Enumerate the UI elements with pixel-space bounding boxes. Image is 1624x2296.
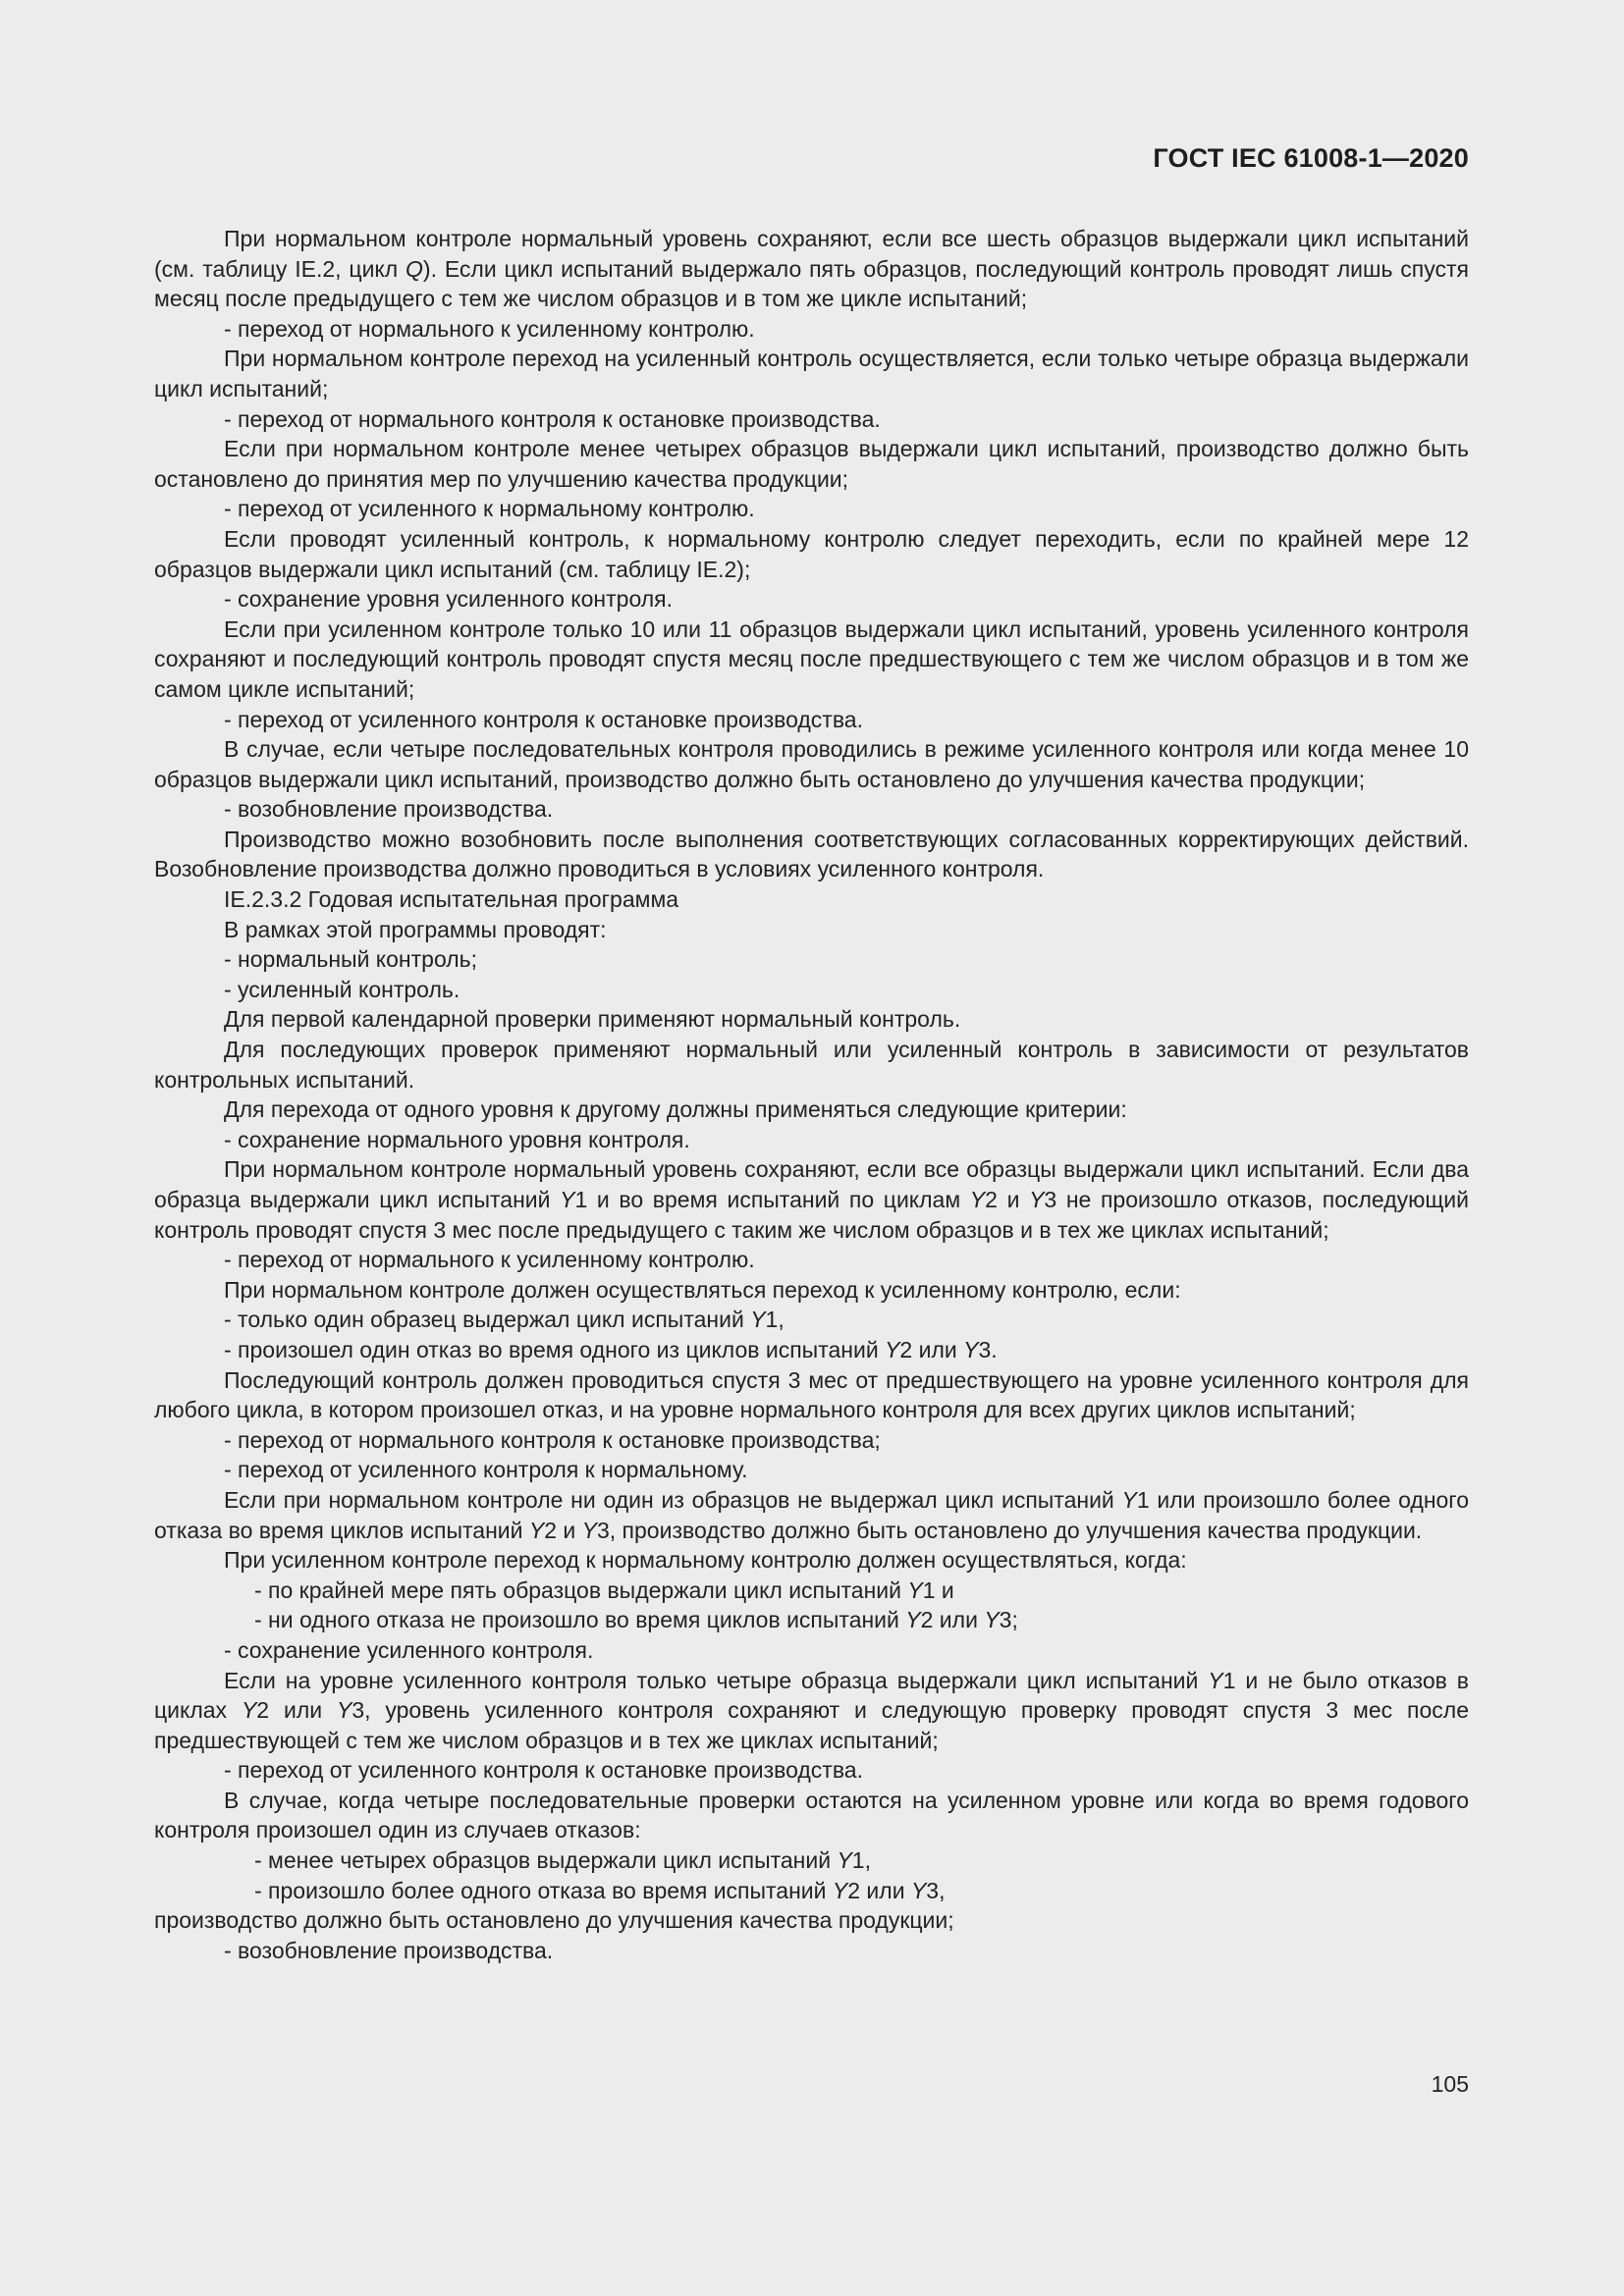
paragraph: При нормальном контроле нормальный уровень сохраняют, если все образцы выдержали цикл испытаний. Если два образца выдержали цикл испытаний Y1 и во время испытаний по циклам Y2 и Y3 не произошло отказов, последующий контроль проводят спустя 3 мес после предыдущего с таким же числом образцов и в тех же циклах испытаний; bbox=[154, 1156, 1469, 1243]
list-item: - сохранение уровня усиленного контроля. bbox=[224, 586, 673, 613]
paragraph: При нормальном контроле должен осуществляться переход к усиленному контролю, если: bbox=[224, 1276, 1181, 1303]
paragraph: Если проводят усиленный контроль, к нормальному контролю следует переходить, если по крайней мере 12 образцов выдержали цикл испытаний (см. таблицу IE.2); bbox=[154, 525, 1469, 582]
list-item: - сохранение усиленного контроля. bbox=[224, 1636, 594, 1663]
list-item: - только один образец выдержал цикл испытаний Y1, bbox=[224, 1307, 785, 1333]
list-item: - по крайней мере пять образцов выдержали цикл испытаний Y1 и bbox=[254, 1576, 954, 1603]
paragraph: Если на уровне усиленного контроля только четыре образца выдержали цикл испытаний Y1 и не было отказов в циклах Y2 или Y3, уровень усиленного контроля сохраняют и следующую проверку проводят спустя 3 мес после предшествующей с тем же числом образцов и в тех же циклах испытаний; bbox=[154, 1667, 1469, 1753]
paragraph: При усиленном контроле переход к нормальному контролю должен осуществляться, когда: bbox=[224, 1547, 1187, 1574]
list-item: - переход от усиленного контроля к остановке производства. bbox=[224, 1757, 863, 1784]
document-header: ГОСТ IEC 61008-1—2020 bbox=[1153, 143, 1469, 173]
list-item: - переход от нормального к усиленному контролю. bbox=[224, 1247, 755, 1273]
paragraph: Последующий контроль должен проводиться спустя 3 мес от предшествующего на уровне усиленного контроля для любого цикла, в котором произошел отказ, и на уровне нормального контроля для всех других циклов испытаний; bbox=[154, 1366, 1469, 1423]
list-item: - сохранение нормального уровня контроля. bbox=[224, 1126, 690, 1152]
paragraph: Если при усиленном контроле только 10 или 11 образцов выдержали цикл испытаний, уровень усиленного контроля сохраняют и последующий контроль проводят спустя месяц после предшествующего с тем же числом образцов и в том же самом цикле испытаний; bbox=[154, 615, 1469, 702]
list-item: - переход от нормального контроля к остановке производства. bbox=[224, 405, 881, 432]
paragraph: При нормальном контроле переход на усиленный контроль осуществляется, если только четыре образца выдержали цикл испытаний; bbox=[154, 346, 1469, 401]
paragraph: Если при нормальном контроле менее четырех образцов выдержали цикл испытаний, производство должно быть остановлено до принятия мер по улучшению качества продукции; bbox=[154, 436, 1469, 492]
paragraph: Если при нормальном контроле ни один из образцов не выдержал цикл испытаний Y1 или произошло более одного отказа во время циклов испытаний Y2 и Y3, производство должно быть остановлено до улучшения качества продукции. bbox=[154, 1486, 1469, 1543]
list-item: - менее четырех образцов выдержали цикл испытаний Y1, bbox=[254, 1847, 871, 1874]
paragraph: В случае, если четыре последовательных контроля проводились в режиме усиленного контроля или когда менее 10 образцов выдержали цикл испытаний, производство должно быть остановлено до улучшения качества продукции; bbox=[154, 736, 1469, 792]
list-item: - переход от усиленного к нормальному контролю. bbox=[224, 496, 755, 522]
page-number: 105 bbox=[1431, 2071, 1469, 2097]
list-item: - ни одного отказа не произошло во время циклов испытаний Y2 или Y3; bbox=[254, 1607, 1018, 1633]
paragraph: Для перехода от одного уровня к другому должны применяться следующие критерии: bbox=[224, 1096, 1127, 1123]
list-item: - переход от усиленного контроля к остановке производства. bbox=[224, 706, 863, 732]
list-item: - переход от нормального к усиленному контролю. bbox=[224, 315, 755, 342]
paragraph: Производство можно возобновить после выполнения соответствующих согласованных корректирующих действий. Возобновление производства должно проводиться в условиях усиленного контроля. bbox=[154, 826, 1469, 882]
list-item: - переход от усиленного контроля к нормальному. bbox=[224, 1457, 748, 1483]
list-item: - возобновление производства. bbox=[224, 1937, 554, 1963]
paragraph: производство должно быть остановлено до улучшения качества продукции; bbox=[154, 1907, 954, 1934]
list-item: - усиленный контроль. bbox=[224, 976, 460, 1002]
list-item: - возобновление производства. bbox=[224, 796, 554, 823]
document-body bbox=[154, 224, 1469, 1965]
paragraph: При нормальном контроле нормальный уровень сохраняют, если все шесть образцов выдержали цикл испытаний (см. таблицу IE.2, цикл Q). Если цикл испытаний выдержало пять образцов, последующий контроль проводят лишь спустя месяц после предыдущего с тем же числом образцов и в том же цикле испытаний; bbox=[154, 226, 1469, 312]
paragraph: Для последующих проверок применяют нормальный или усиленный контроль в зависимости от результатов контрольных испытаний. bbox=[154, 1037, 1469, 1093]
list-item: - произошло более одного отказа во время испытаний Y2 или Y3, bbox=[254, 1877, 946, 1903]
list-item: - произошел один отказ во время одного из циклов испытаний Y2 или Y3. bbox=[224, 1336, 998, 1362]
list-item: - переход от нормального контроля к остановке производства; bbox=[224, 1426, 881, 1453]
list-item: - нормальный контроль; bbox=[224, 946, 478, 973]
paragraph: В случае, когда четыре последовательные проверки остаются на усиленном уровне или когда во время годового контроля произошел один из случаев отказов: bbox=[154, 1787, 1469, 1843]
paragraph: IE.2.3.2 Годовая испытательная программа bbox=[224, 886, 679, 913]
paragraph: Для первой календарной проверки применяют нормальный контроль. bbox=[224, 1006, 961, 1033]
paragraph: В рамках этой программы проводят: bbox=[224, 916, 607, 942]
